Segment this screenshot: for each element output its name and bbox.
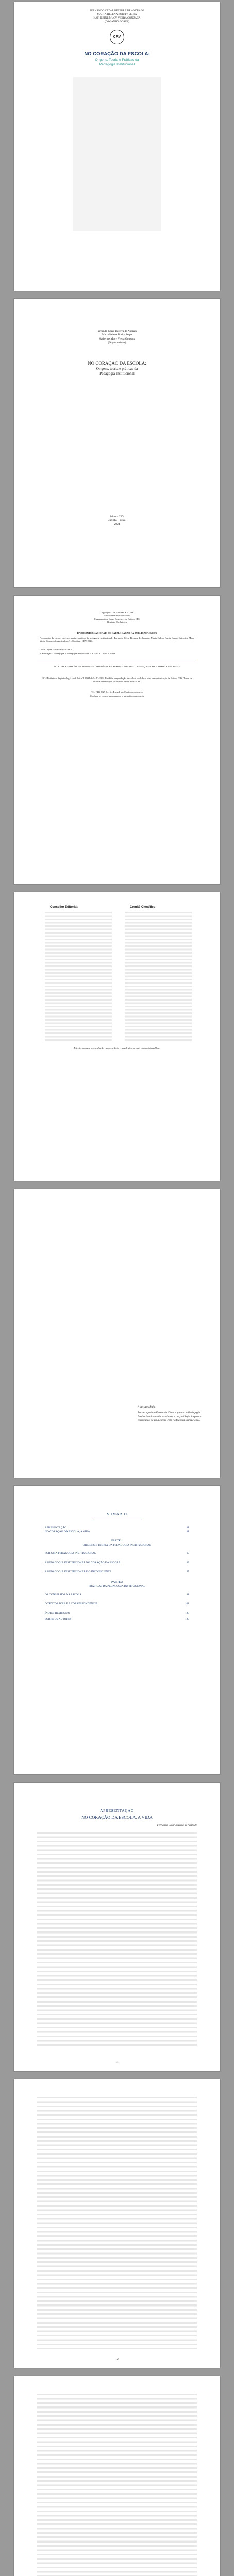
toc-item-2[interactable]: NO CORAÇÃO DA ESCOLA, A VIDA 11	[45, 1530, 189, 1533]
toc-item-3[interactable]: POR UMA PEDAGOGIA INSTITUCIONAL 17	[45, 1552, 189, 1555]
dedication-block: A Jacques Pain. Por ter ajudado Fernando Cézar a plantar a Pedagogia Institucional em solo brasileiro, e por, até hoje, inspirar a construção de uma escola com Pedagogia Institucional.	[138, 1405, 202, 1422]
toc-item-8[interactable]: ÍNDICE REMISSIVO 125	[45, 1612, 189, 1615]
toc-item-5[interactable]: A PEDAGOGIA INSTITUCIONAL E O INCONSCIENTE 57	[45, 1570, 189, 1573]
title-subheading-2: Pedagogia Institucional	[99, 371, 135, 376]
cover-title: NO CORAÇÃO DA ESCOLA:	[84, 51, 150, 57]
publisher-block: Editora CRV Curitiba – Brasil 2024	[108, 515, 126, 526]
cover-page	[14, 2, 220, 291]
toc-item-6[interactable]: OS CONSELHOS NA ESCOLA 81	[45, 1593, 189, 1596]
councils-page	[14, 892, 220, 1181]
cip-body: No coração da escola: origens, teoria e práticas da pedagogia institucional / Fernando Cézar Bezerra de Andrade, Marta Helena Burity Serpa, Katherine Mucy Vieira Gonzaga (organizadores) – Curitiba : CRV, 2024.	[40, 637, 194, 643]
page-number: 11	[115, 2061, 119, 2064]
toc-part-2: PARTE 2	[111, 1581, 123, 1584]
presentation-text	[37, 1832, 197, 2048]
editorial-council-list	[45, 912, 112, 1041]
cover-illustration	[73, 77, 161, 231]
review-note: Este livro passou por avaliação e aprovação às cegas de dois ou mais pareceristas ad hoc.	[74, 1047, 160, 1049]
title-subheading: Origens, teoria e práticas da	[96, 367, 138, 371]
toc-item-7[interactable]: O TEXTO LIVRE E A CORRESPONDÊNCIA 101	[45, 1602, 189, 1605]
presentation-title: APRESENTAÇÃO	[100, 1808, 134, 1813]
cip-isbn: ISBN Digital · ISBN Físico · DOI	[40, 648, 73, 651]
site-line: Conheça os nossos lançamentos: www.editoracrv.com.br	[90, 694, 144, 697]
cover-authors: FERNANDO CÉZAR BEZERRA DE ANDRADE MARTA HELENA BURITY SERPA KATHERINE MUCY VIEIRA GONZAGA (ORGANIZADORES)	[90, 9, 144, 23]
toc-part-1: PARTE 1	[111, 1539, 123, 1543]
text-page-1	[14, 2079, 220, 2368]
title-heading: NO CORAÇÃO DA ESCOLA:	[88, 361, 146, 366]
legal-notice: 2024 Foi feito o depósito legal conf. Lei nº 10.994 de 14/12/2004. Proibida a reprodução parcial ou total desta obra sem autorização da Editora CRV. Todos os direitos desta edição reservados pela Editora CRV.	[42, 677, 192, 683]
crv-logo-icon: CRV	[110, 30, 124, 44]
editorial-council-title: Conselho Editorial:	[50, 906, 79, 909]
presentation-page	[14, 1783, 220, 2071]
title-authors: Fernando Cézar Bezerra de Andrade Marta Helena Burity Serpa Katherine Mucy Vieira Gonzaga (Organizadores)	[96, 330, 138, 345]
text-page-2-body	[37, 2394, 197, 2576]
toc-part-2-title: PRÁTICAS DA PEDAGOGIA INSTITUCIONAL	[88, 1585, 146, 1588]
toc-item-4[interactable]: A PEDAGOGIA INSTITUCIONAL NO CORAÇÃO DA ESCOLA 33	[45, 1561, 189, 1564]
cip-subjects: 1. Educação 2. Pedagogia 3. Pedagogia Institucional 4. Escola I. Título II. Série	[40, 652, 115, 655]
contact-line: Tel.: (41) 3029-6416 – E-mail: sac@editoracrv.com.br	[91, 691, 143, 693]
text-page-1-body	[37, 2097, 197, 2349]
cip-title: DADOS INTERNACIONAIS DE CATALOGAÇÃO NA PUBLICAÇÃO (CIP)	[77, 632, 157, 634]
dedication-page	[14, 1189, 220, 1478]
copyright-page	[14, 596, 220, 884]
text-page-2	[14, 2376, 220, 2576]
toc-item-1[interactable]: APRESENTAÇÃO 11	[45, 1526, 189, 1529]
summary-title: SUMÁRIO	[107, 1512, 127, 1516]
rights-text: ESTA OBRA TAMBÉM ENCONTRA-SE DISPONÍVEL EM FORMATO DIGITAL. CONHEÇA E BAIXE NOSSO APLICATIVO!	[54, 665, 180, 668]
scientific-committee-list	[125, 912, 192, 1041]
toc-item-9[interactable]: SOBRE OS AUTORES 129	[45, 1618, 189, 1621]
page-number: 12	[115, 2358, 119, 2361]
toc-part-1-title: ORIGENS E TEORIA DA PEDAGOGIA INSTITUCIONAL	[82, 1544, 152, 1547]
presentation-byline: Fernando Cézar Bezerra de Andrade	[157, 1824, 197, 1827]
copyright-lines: Copyright © da Editora CRV Ltda. Editor-chefe: Railson Moura Diagramação e Capa: Designers da Editora CRV Revisão: Os Autores	[94, 611, 140, 624]
title-page	[14, 299, 220, 587]
scientific-committee-title: Comitê Científico:	[130, 906, 157, 909]
summary-page	[14, 1486, 220, 1774]
cover-subtitle-2: Pedagogia Institucional	[99, 63, 135, 66]
presentation-subtitle: NO CORAÇÃO DA ESCOLA, A VIDA	[81, 1815, 153, 1820]
cover-subtitle: Origens, Teoria e Práticas da	[95, 58, 139, 62]
